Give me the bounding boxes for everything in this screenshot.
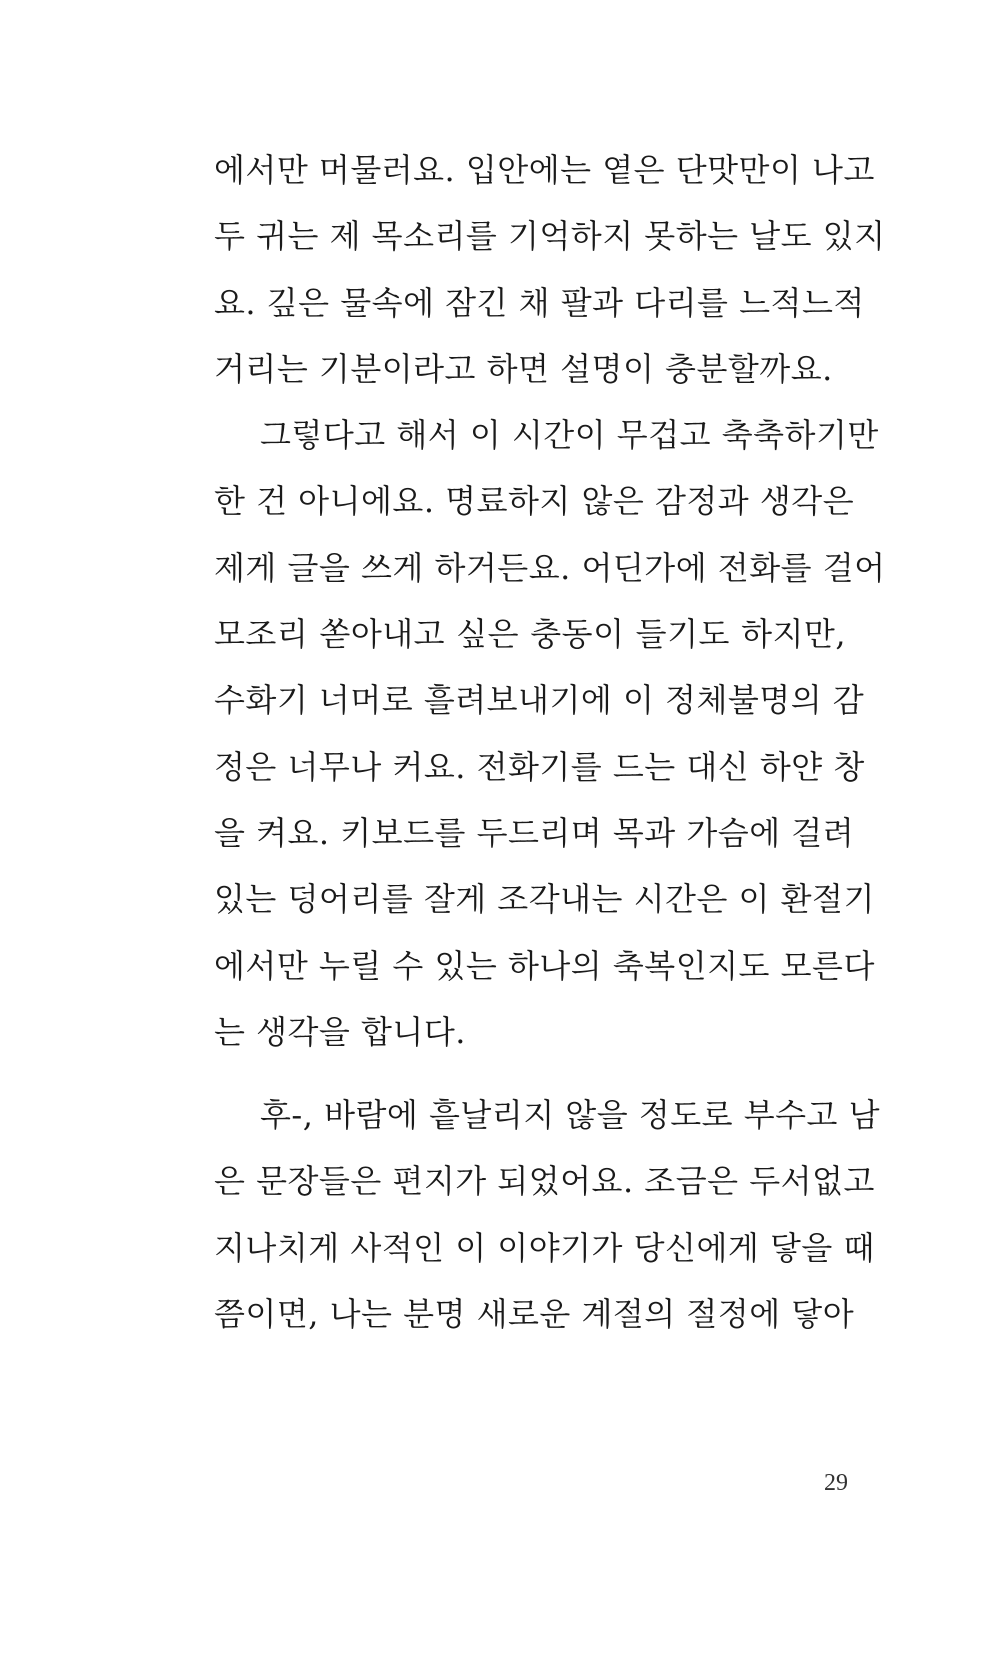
text-line: 에서만 누릴 수 있는 하나의 축복인지도 모른다 — [214, 946, 875, 985]
body-text-block — [214, 137, 886, 1065]
text-line: 지나치게 사적인 이 이야기가 당신에게 닿을 때 — [214, 1228, 875, 1267]
text-line: 그렇다고 해서 이 시간이 무겁고 축축하기만 — [260, 416, 879, 455]
text-line: 에서만 머물러요. 입안에는 옅은 단맛만이 나고 — [214, 151, 875, 189]
text-line: 는 생각을 합니다. — [214, 1012, 466, 1051]
page-number: 29 — [824, 1470, 848, 1496]
text-line: 수화기 너머로 흘려보내기에 이 정체불명의 감 — [214, 681, 865, 720]
body-text-block — [214, 1082, 881, 1347]
text-line: 모조리 쏟아내고 싶은 충동이 들기도 하지만, — [214, 615, 846, 654]
text-line: 제게 글을 쓰게 하거든요. 어딘가에 전화를 걸어 — [214, 548, 886, 587]
text-line: 정은 너무나 커요. 전화기를 드는 대신 하얀 창 — [214, 747, 865, 786]
text-line: 을 켜요. 키보드를 두드리며 목과 가슴에 걸려 — [214, 813, 855, 852]
text-line: 두 귀는 제 목소리를 기억하지 못하는 날도 있지 — [214, 217, 886, 256]
text-line: 거리는 기분이라고 하면 설명이 충분할까요. — [214, 349, 833, 388]
text-line: 은 문장들은 편지가 되었어요. 조금은 두서없고 — [214, 1162, 875, 1201]
text-line: 있는 덩어리를 잘게 조각내는 시간은 이 환절기 — [214, 880, 875, 919]
text-line: 후-, 바람에 흩날리지 않을 정도로 부수고 남 — [260, 1096, 881, 1134]
text-line: 쯤이면, 나는 분명 새로운 계절의 절정에 닿아 — [214, 1294, 855, 1333]
text-line: 한 건 아니에요. 명료하지 않은 감정과 생각은 — [214, 482, 855, 521]
text-line: 요. 깊은 물속에 잠긴 채 팔과 다리를 느적느적 — [214, 283, 865, 322]
